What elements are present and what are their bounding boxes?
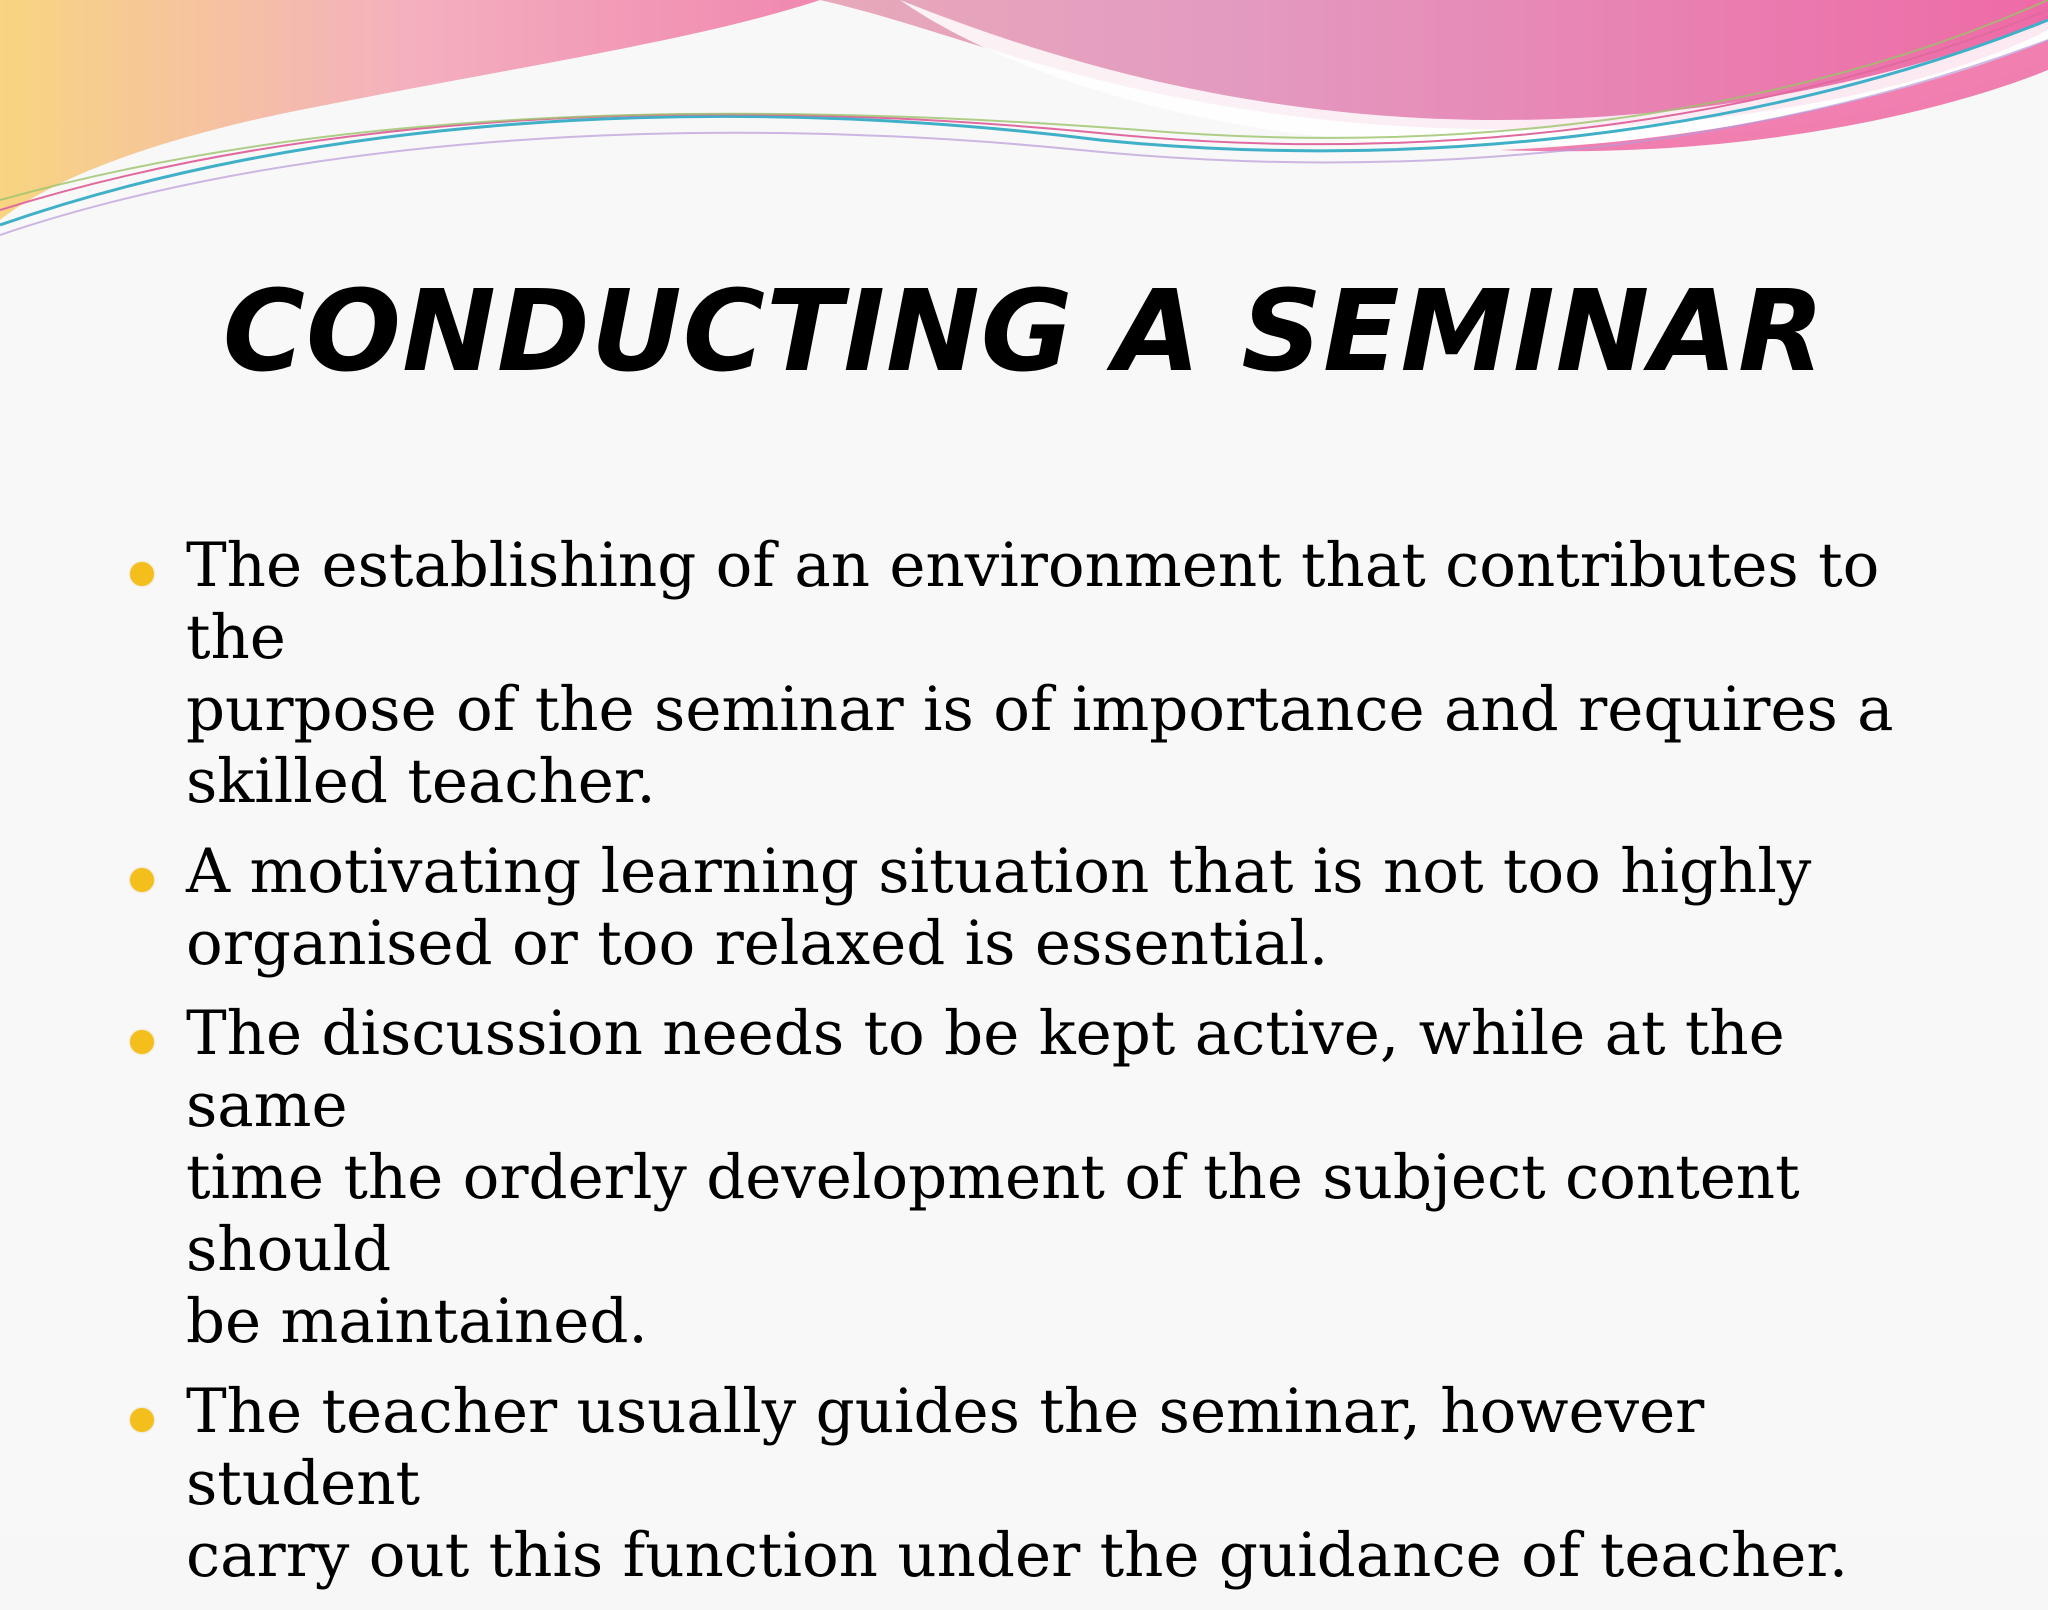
list-item xyxy=(130,998,1930,1358)
bullet-text: The discussion needs to be kept active, while at the same time the orderly development of the subject content should be maintained. xyxy=(186,998,1800,1357)
bullet-dot-icon xyxy=(130,868,154,892)
list-item xyxy=(130,530,1930,818)
bullet-text: A motivating learning situation that is not too highly organised or too relaxed is essential. xyxy=(186,836,1812,979)
bullet-dot-icon xyxy=(130,1030,154,1054)
bullet-dot-icon xyxy=(130,562,154,586)
slide-title: CONDUCTING A SEMINAR xyxy=(222,267,1826,397)
bullet-dot-icon xyxy=(130,1408,154,1432)
bullet-text: The establishing of an environment that contributes to the purpose of the seminar is of importance and requires a skilled teacher. xyxy=(186,530,1894,817)
list-item xyxy=(130,836,1930,980)
bullet-list xyxy=(130,530,1930,1610)
bullet-text: The teacher usually guides the seminar, however student carry out this function under the guidance of teacher. xyxy=(186,1376,1849,1591)
wave-decoration-icon xyxy=(0,0,2048,250)
list-item xyxy=(130,1376,1930,1592)
